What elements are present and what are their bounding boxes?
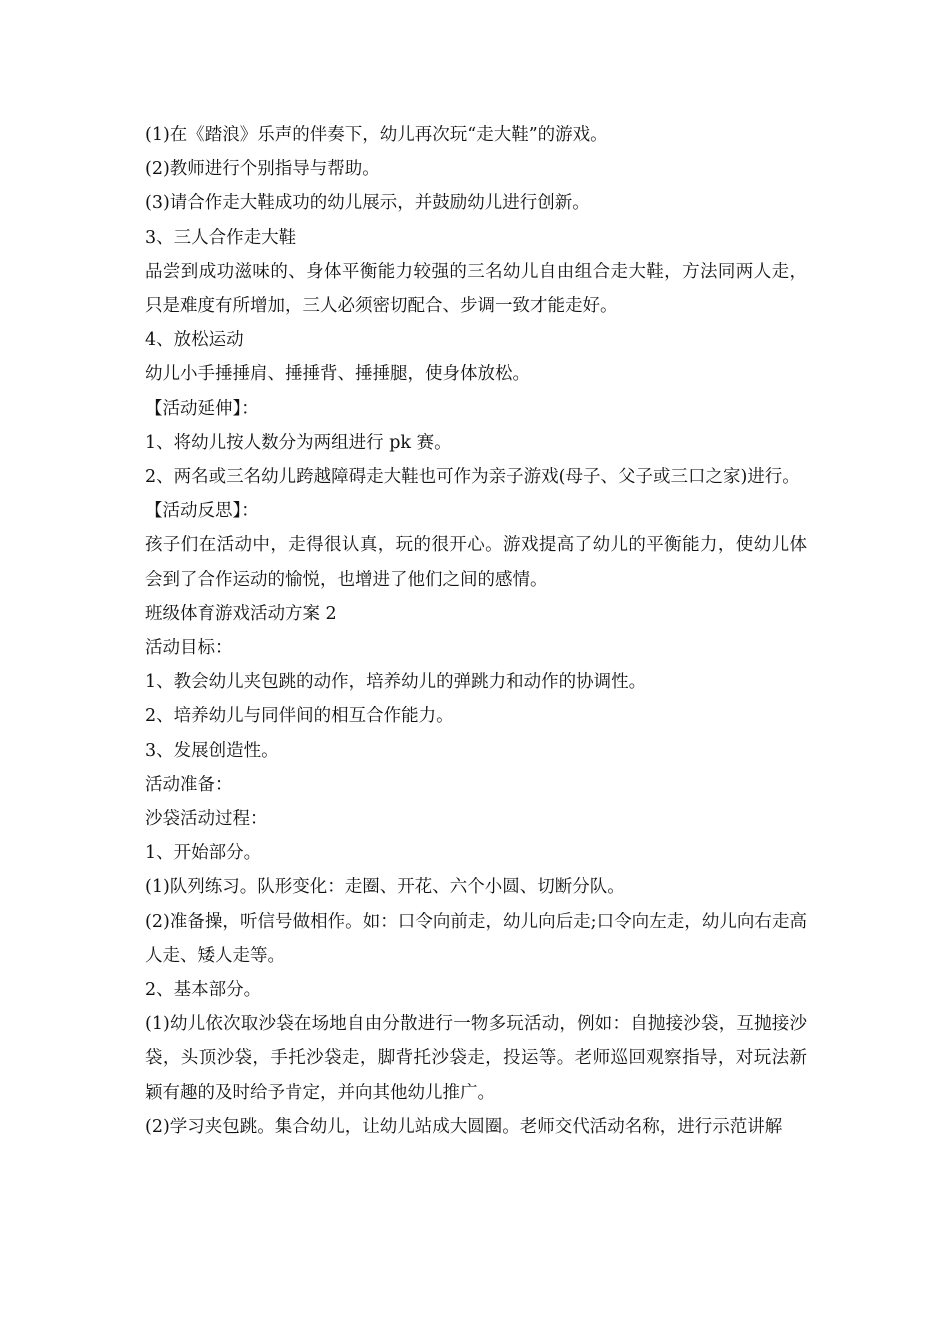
paragraph: 2、两名或三名幼儿跨越障碍走大鞋也可作为亲子游戏(母子、父子或三口之家)进行。 [145, 467, 800, 488]
paragraph: 1、教会幼儿夹包跳的动作，培养幼儿的弹跳力和动作的协调性。 [145, 672, 647, 693]
section-heading: 沙袋活动过程： [145, 809, 268, 830]
paragraph: 3、发展创造性。 [145, 740, 279, 761]
document-body [145, 118, 807, 1144]
paragraph: 2、基本部分。 [145, 980, 262, 1001]
section-heading: 【活动反思】： [145, 501, 259, 522]
paragraph: (3)请合作走大鞋成功的幼儿展示，并鼓励幼儿进行创新。 [145, 193, 590, 214]
paragraph: (2)准备操，听信号做相作。如：口令向前走，幼儿向后走;口令向左走，幼儿向右走高人走、矮人走等。 [145, 911, 807, 966]
paragraph: 幼儿小手捶捶肩、捶捶背、捶捶腿，使身体放松。 [145, 364, 530, 385]
paragraph: (2)教师进行个别指导与帮助。 [145, 159, 380, 180]
paragraph: (1)幼儿依次取沙袋在场地自由分散进行一物多玩活动，例如：自抛接沙袋，互抛接沙袋，头顶沙袋，手托沙袋走，脚背托沙袋走，投运等。老师巡回观察指导，对玩法新颖有趣的及时给予肯定，并向其他幼儿推广。 [145, 1014, 807, 1103]
paragraph: 孩子们在活动中，走得很认真，玩的很开心。游戏提高了幼儿的平衡能力，使幼儿体会到了合作运动的愉悦，也增进了他们之间的感情。 [145, 535, 807, 590]
paragraph: (2)学习夹包跳。集合幼儿，让幼儿站成大圆圈。老师交代活动名称，进行示范讲解 [145, 1116, 783, 1137]
paragraph: (1)队列练习。队形变化：走圈、开花、六个小圆、切断分队。 [145, 877, 625, 898]
section-heading: 活动准备： [145, 774, 233, 795]
paragraph: 1、将幼儿按人数分为两组进行 pk 赛。 [145, 432, 452, 453]
paragraph: 1、开始部分。 [145, 843, 262, 864]
paragraph: (1)在《踏浪》乐声的伴奏下，幼儿再次玩“走大鞋”的游戏。 [145, 125, 608, 145]
section-heading: 4、放松运动 [145, 330, 244, 351]
section-heading: 【活动延伸】： [145, 398, 259, 419]
section-heading: 3、三人合作走大鞋 [145, 227, 297, 248]
paragraph: 2、培养幼儿与同伴间的相互合作能力。 [145, 706, 454, 727]
section-heading: 活动目标： [145, 638, 233, 659]
document-title: 班级体育游戏活动方案 2 [145, 603, 337, 624]
paragraph: 品尝到成功滋味的、身体平衡能力较强的三名幼儿自由组合走大鞋，方法同两人走，只是难度有所增加，三人必须密切配合、步调一致才能走好。 [145, 261, 807, 317]
